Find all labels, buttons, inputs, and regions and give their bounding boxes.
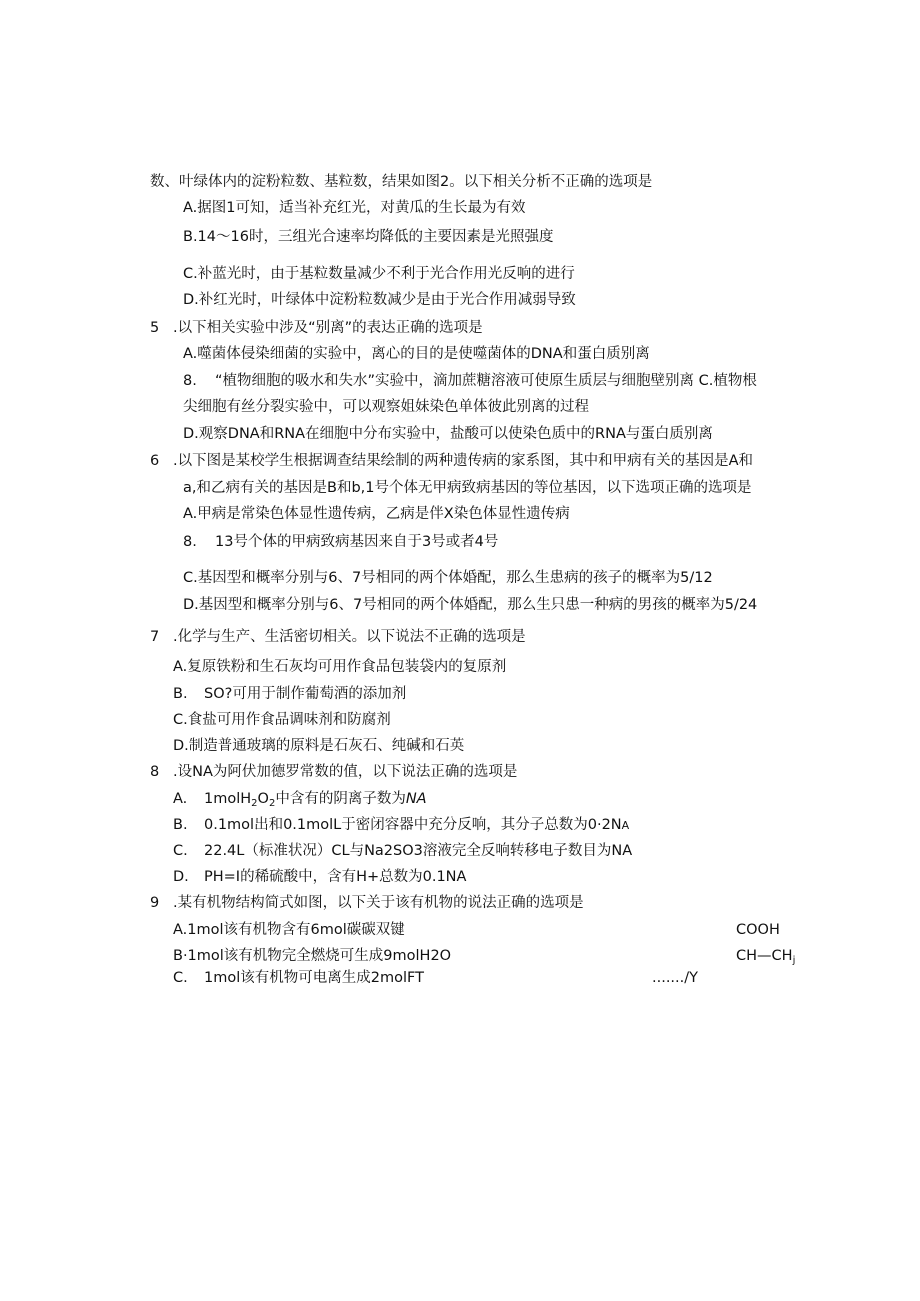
q7-option-b: SO?可用于制作葡萄酒的添加剂: [204, 686, 407, 702]
q8-stem: .设NA为阿伏加德罗常数的值，以下说法正确的选项是: [173, 764, 518, 780]
structure-ch-ch: [736, 946, 795, 971]
q9-number: 9: [150, 895, 160, 911]
q8-option-a-text-3: 中含有的阴离子数为: [275, 791, 406, 807]
q5-number: 5: [150, 320, 160, 336]
q6-option-c: C.基因型和概率分别与6、7号相同的两个体婚配，那么生患病的孩子的概率为5/12: [183, 570, 713, 586]
q9-stem: .某有机物结构简式如图，以下关于该有机物的说法正确的选项是: [173, 895, 584, 911]
q8-option-a-subscript-2: 2: [268, 798, 276, 809]
q6-stem-line2: a,和乙病有关的基因是B和b,1号个体无甲病致病基因的等位基因，以下选项正确的选项是: [183, 480, 752, 496]
structure-ch-ch-subscript: j: [792, 955, 796, 966]
q4-option-b: B.14〜16时，三组光合速率均降低的主要因素是光照强度: [183, 229, 554, 245]
q4-option-c: C.补蓝光时，由于基粒数量减少不利于光合作用光反响的进行: [183, 266, 575, 282]
q8-option-d-label: D.: [173, 869, 189, 885]
q8-option-a-subscript-1: 2: [251, 798, 258, 809]
q7-option-a: A.复原铁粉和生石灰均可用作食品包装袋内的复原剂: [173, 659, 507, 675]
q5-option-a: A.噬菌体侵染细菌的实验中，离心的目的是使噬菌体的DNA和蛋白质别离: [183, 346, 650, 362]
q8-number: 8: [150, 764, 160, 780]
q9-option-b: B·1mol该有机物完全燃烧可生成9molH2O: [173, 948, 452, 964]
q8-option-a-label: A.: [173, 791, 188, 807]
q7-stem: .化学与生产、生活密切相关。以下说法不正确的选项是: [173, 629, 526, 645]
q6-option-a: A.甲病是常染色体显性遗传病，乙病是伴X染色体显性遗传病: [183, 506, 570, 522]
q8-option-b-text: 0.1mol出和0.1molL于密闭容器中充分反响，其分子总数为0·2N: [204, 817, 622, 833]
q8-option-b-label: B.: [173, 817, 188, 833]
q6-option-d: D.基因型和概率分别与6、7号相同的两个体婚配，那么生只患一种病的男孩的概率为5/24: [183, 597, 758, 613]
q7-option-b-label: B.: [173, 686, 188, 702]
q9-option-c: 1mol该有机物可电离生成2molFT: [204, 970, 424, 986]
structure-fragment: ......./Y: [652, 970, 699, 986]
structure-cooh: COOH: [736, 922, 780, 938]
q4-stem: 数、叶绿体内的淀粉粒数、基粒数，结果如图2。以下相关分析不正确的选项是: [150, 174, 653, 190]
q8-option-a-text-1: 1molH: [204, 791, 252, 807]
q6-option-b-number: 8.: [183, 534, 197, 550]
q9-option-a: A.1mol该有机物含有6mol碳碳双键: [173, 922, 405, 938]
q8-option-b: [204, 815, 629, 836]
q6-option-b: 13号个体的甲病致病基因来自于3号或者4号: [215, 534, 499, 550]
q5-option-b-line1: “植物细胞的吸水和失水”实验中，滴加蔗糖溶液可使原生质层与细胞壁别离 C.植物根: [215, 373, 757, 389]
q8-option-a-text-2: O: [257, 791, 269, 807]
q7-option-d: D.制造普通玻璃的原料是石灰石、纯碱和石英: [173, 738, 465, 754]
q5-option-d: D.观察DNA和RNA在细胞中分布实验中，盐酸可以使染色质中的RNA与蛋白质别离: [183, 426, 713, 442]
structure-ch-ch-text: CH—CH: [736, 948, 793, 964]
q7-number: 7: [150, 629, 160, 645]
q9-option-c-label: C.: [173, 970, 188, 986]
q5-stem: .以下相关实验中涉及“别离”的表达正确的选项是: [173, 320, 483, 336]
q6-number: 6: [150, 453, 160, 469]
q5-option-b-number: 8.: [183, 373, 197, 389]
q8-option-a: [204, 789, 427, 814]
q8-option-c-label: C.: [173, 843, 188, 859]
q7-option-c: C.食盐可用作食品调味剂和防腐剂: [173, 712, 391, 728]
q8-option-a-italic: NA: [405, 791, 427, 807]
q4-option-a: A.据图1可知，适当补充红光，对黄瓜的生长最为有效: [183, 200, 526, 216]
q4-option-d: D.补红光时，叶绿体中淀粉粒数减少是由于光合作用减弱导致: [183, 292, 576, 308]
q8-option-b-small: A: [621, 819, 630, 832]
q5-option-b-line2: 尖细胞有丝分裂实验中，可以观察姐妹染色单体彼此别离的过程: [183, 399, 589, 415]
q8-option-c: 22.4L（标准状况）CL与Na2SO3溶液完全反响转移电子数目为NA: [204, 843, 633, 859]
q8-option-d: PH=I的稀硫酸中，含有H+总数为0.1NA: [204, 869, 467, 885]
q6-stem-line1: .以下图是某校学生根据调查结果绘制的两种遗传病的家系图，其中和甲病有关的基因是A和: [173, 453, 754, 469]
